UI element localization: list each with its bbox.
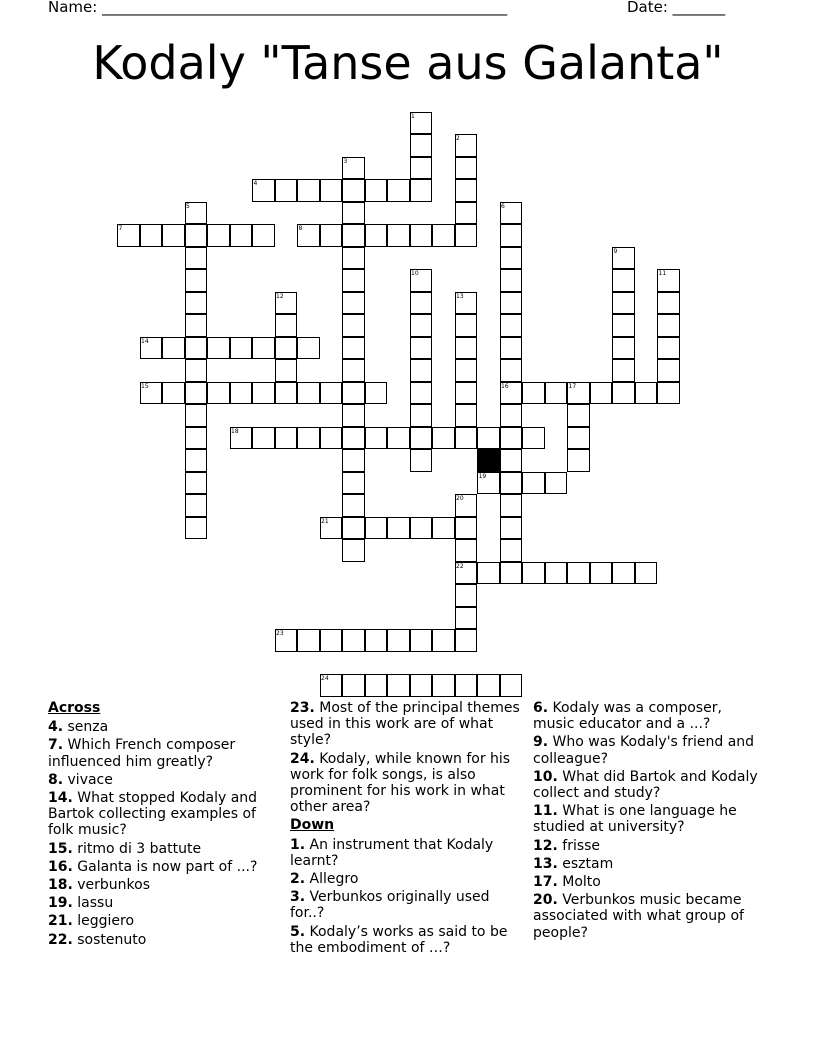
grid-cell[interactable] [657,292,680,315]
clue-text: Kodaly’s works as said to be the embodiment of …? [290,923,508,956]
grid-cell[interactable] [410,179,433,202]
clue-number: 12 [276,292,284,300]
grid-cell[interactable] [387,427,410,450]
grid-cell[interactable] [500,292,523,315]
grid-cell[interactable] [410,404,433,427]
clue-text: esztam [557,855,614,872]
grid-cell[interactable] [230,337,253,360]
clue-text: What is one language he studied at university? [533,803,737,836]
grid-cell[interactable] [410,337,433,360]
grid-cell[interactable] [477,674,500,697]
clue-number: 14 [141,337,149,345]
grid-cell[interactable] [567,404,590,427]
clue-item [533,856,758,872]
grid-cell[interactable] [342,269,365,292]
clue-number-label: 22. [48,931,73,948]
grid-cell[interactable] [500,337,523,360]
grid-cell[interactable] [387,179,410,202]
grid-cell[interactable] [455,382,478,405]
grid-cell[interactable] [455,179,478,202]
clue-number: 7 [118,225,123,232]
grid-cell[interactable] [500,314,523,337]
clue-text: ritmo di 3 battute [72,840,202,857]
grid-cell[interactable] [410,517,433,540]
name-field[interactable]: Name: ______________________________________________________ [48,0,508,16]
grid-cell[interactable] [432,674,455,697]
grid-cell[interactable] [275,314,298,337]
grid-cell[interactable] [432,517,455,540]
clue-number-label: 20. [533,892,558,909]
clue-number: 11 [658,270,667,277]
grid-cell[interactable] [477,427,500,450]
clue-item [533,769,758,801]
clue-item [48,790,273,839]
clue-number-label: 5. [290,923,306,940]
clue-number-label: 14. [48,790,73,807]
grid-cell[interactable] [342,517,365,540]
grid-cell[interactable] [365,427,388,450]
clue-text: Galanta is now part of ...? [72,858,258,875]
grid-cell[interactable] [612,292,635,315]
grid-cell[interactable] [252,382,275,405]
clue-item [290,889,522,921]
clue-number: 19 [478,472,487,480]
grid-cell[interactable] [230,224,253,247]
clue-item [533,838,758,854]
clue-item [48,877,273,893]
grid-cell[interactable] [140,224,163,247]
date-field[interactable]: Date: _______ [627,0,726,16]
clue-item [533,892,758,941]
grid-cell[interactable] [320,179,343,202]
clue-item [48,841,273,857]
grid-cell[interactable] [342,337,365,360]
clue-text: Verbunkos originally used for..? [290,889,490,922]
clue-item [533,700,758,732]
clue-number: 1 [411,112,415,120]
grid-cell[interactable] [342,404,365,427]
grid-cell[interactable] [342,494,365,517]
grid-cell[interactable] [275,382,298,405]
clue-column-1 [48,700,273,950]
grid-cell[interactable] [590,382,613,405]
grid-cell[interactable] [162,224,185,247]
clue-text: Kodaly, while known for his work for folk songs, is also prominent for his work in what other area? [290,750,511,816]
grid-cell[interactable] [252,224,275,247]
grid-cell[interactable] [545,472,568,495]
grid-cell[interactable] [455,157,478,180]
grid-cell[interactable] [387,629,410,652]
clue-number: 4 [253,180,258,187]
grid-cell[interactable] [410,382,433,405]
grid-cell[interactable] [185,269,208,292]
clue-text: Verbunkos music became associated with what group of people? [533,892,744,941]
grid-cell[interactable] [500,404,523,427]
clue-number: 24 [321,675,329,682]
grid-cell[interactable] [545,382,568,405]
grid-cell[interactable] [185,449,208,472]
grid-cell[interactable] [365,517,388,540]
grid-cell[interactable] [342,314,365,337]
clue-number: 5 [186,202,190,210]
grid-cell[interactable] [455,337,478,360]
grid-cell[interactable] [500,247,523,270]
grid-cell[interactable] [455,674,478,697]
grid-cell[interactable] [500,494,523,517]
clue-number: 16 [501,382,509,390]
clue-number-label: 15. [48,840,73,857]
grid-cell[interactable] [297,382,320,405]
grid-cell[interactable] [410,674,433,697]
page-title: Kodaly "Tanse aus Galanta" [92,36,724,90]
grid-cell[interactable] [455,629,478,652]
clue-item [48,737,273,769]
grid-cell[interactable] [365,179,388,202]
grid-cell[interactable] [387,224,410,247]
clue-number-label: 19. [48,895,73,912]
grid-cell[interactable] [455,607,478,630]
clue-number: 9 [613,247,618,255]
grid-cell[interactable] [342,247,365,270]
across-heading: Across [48,700,101,716]
clue-item [290,700,522,749]
grid-cell[interactable] [342,472,365,495]
grid-cell[interactable] [635,382,658,405]
grid-cell[interactable] [657,314,680,337]
grid-cell[interactable] [500,224,523,247]
grid-cell[interactable] [455,314,478,337]
grid-cell[interactable] [230,382,253,405]
clue-item [48,932,273,948]
grid-cell[interactable] [185,404,208,427]
grid-cell[interactable] [455,202,478,225]
grid-cell[interactable] [342,382,365,405]
clue-number: 17 [568,382,577,390]
clue-number: 2 [456,135,460,142]
grid-cell[interactable] [342,539,365,562]
clue-text: Who was Kodaly's friend and colleague? [533,734,755,767]
grid-cell[interactable] [320,382,343,405]
grid-cell[interactable] [410,134,433,157]
grid-cell[interactable] [297,629,320,652]
grid-cell[interactable] [342,427,365,450]
grid-cell[interactable] [275,359,298,382]
clue-number: 10 [411,270,419,277]
clue-number: 21 [321,517,329,525]
clue-text: Molto [557,874,601,891]
grid-cell[interactable] [612,314,635,337]
grid-cell[interactable] [185,314,208,337]
grid-cell[interactable] [342,359,365,382]
grid-cell[interactable] [500,427,523,450]
clue-item [290,837,522,869]
grid-cell[interactable] [275,337,298,360]
grid-cell[interactable] [365,224,388,247]
grid-cell[interactable] [410,449,433,472]
clue-number: 8 [298,225,303,232]
grid-cell[interactable] [207,224,230,247]
clue-item [533,874,758,890]
clue-number-label: 1. [290,836,306,853]
clue-column-3 [533,700,758,943]
grid-cell[interactable] [252,337,275,360]
clue-text: verbunkos [72,877,151,894]
clue-number-label: 10. [533,768,558,785]
clue-number-label: 16. [48,858,73,875]
grid-cell[interactable] [500,539,523,562]
grid-cell[interactable] [410,157,433,180]
clue-item [48,772,273,788]
grid-cell[interactable] [410,427,433,450]
grid-cell[interactable] [612,359,635,382]
grid-cell[interactable] [567,449,590,472]
grid-cell[interactable] [342,629,365,652]
grid-cell[interactable] [297,337,320,360]
grid-cell[interactable] [342,224,365,247]
clue-text: What did Bartok and Kodaly collect and study? [533,768,758,802]
grid-cell[interactable] [432,224,455,247]
grid-cell[interactable] [500,449,523,472]
clue-number-label: 4. [48,719,64,736]
clue-number-label: 7. [48,737,64,754]
grid-cell[interactable] [365,629,388,652]
grid-cell[interactable] [500,472,523,495]
grid-cell[interactable] [207,337,230,360]
grid-cell[interactable] [455,584,478,607]
grid-cell[interactable] [657,337,680,360]
clue-number-label: 2. [290,871,306,888]
clue-number-label: 11. [533,803,558,820]
clue-number-label: 17. [533,874,558,891]
clue-number-label: 21. [48,913,73,930]
grid-cell[interactable] [162,382,185,405]
clue-column-2 [290,700,522,958]
grid-cell[interactable] [657,359,680,382]
grid-cell[interactable] [342,179,365,202]
clue-text: sostenuto [72,931,147,948]
grid-cell[interactable] [185,494,208,517]
grid-cell[interactable] [590,562,613,585]
grid-cell[interactable] [500,562,523,585]
grid-cell[interactable] [522,427,545,450]
grid-cell[interactable] [185,337,208,360]
clue-number-label: 9. [533,734,549,751]
clue-number: 23 [276,630,284,637]
grid-cell[interactable] [185,472,208,495]
clue-item [533,734,758,766]
grid-cell[interactable] [500,269,523,292]
grid-cell[interactable] [275,427,298,450]
clue-text: An instrument that Kodaly learnt? [290,836,494,869]
grid-cell[interactable] [432,427,455,450]
grid-cell[interactable] [455,224,478,247]
grid-cell[interactable] [612,382,635,405]
grid-cell[interactable] [185,517,208,540]
clue-number: 6 [501,202,505,210]
grid-cell[interactable] [320,629,343,652]
clue-item [533,803,758,835]
clue-text: Allegro [305,871,359,888]
grid-cell[interactable] [162,337,185,360]
grid-cell[interactable] [567,562,590,585]
grid-cell[interactable] [185,359,208,382]
grid-cell[interactable] [185,382,208,405]
grid-cell[interactable] [365,382,388,405]
grid-cell[interactable] [455,427,478,450]
clue-item [290,924,522,956]
grid-cell[interactable] [410,292,433,315]
clue-text: What stopped Kodaly and Bartok collecting examples of folk music? [48,790,258,839]
grid-cell[interactable] [410,359,433,382]
grid-cell[interactable] [410,629,433,652]
grid-cell[interactable] [455,359,478,382]
clue-number: 22 [456,562,464,570]
clue-item [48,895,273,911]
grid-cell[interactable] [342,202,365,225]
clue-number: 20 [456,495,464,502]
grid-cell[interactable] [185,427,208,450]
clue-number: 13 [456,292,464,300]
clue-text: lassu [72,895,114,912]
clue-text: frisse [557,837,601,854]
clue-text: Which French composer influenced him greatly? [48,737,236,770]
grid-cell[interactable] [185,224,208,247]
grid-cell[interactable] [635,562,658,585]
grid-cell[interactable] [275,179,298,202]
clue-number-label: 24. [290,750,315,767]
clue-number: 18 [231,427,239,435]
grid-cell[interactable] [387,674,410,697]
grid-cell[interactable] [455,404,478,427]
grid-cell[interactable] [410,314,433,337]
clue-item [290,751,522,816]
grid-cell[interactable] [500,674,523,697]
grid-cell[interactable] [477,562,500,585]
grid-cell[interactable] [185,292,208,315]
clue-number-label: 3. [290,889,306,906]
clue-item [48,859,273,875]
clue-number: 15 [141,382,149,390]
grid-cell[interactable] [297,179,320,202]
grid-cell[interactable] [342,674,365,697]
clue-number: 3 [343,157,348,165]
clue-number-label: 13. [533,855,558,872]
grid-cell[interactable] [342,449,365,472]
clue-number-label: 8. [48,771,64,788]
grid-cell[interactable] [320,427,343,450]
grid-cell[interactable] [657,382,680,405]
grid-cell[interactable] [500,517,523,540]
grid-cell[interactable] [522,562,545,585]
grid-cell[interactable] [500,359,523,382]
grid-cell[interactable] [567,427,590,450]
clue-number-label: 23. [290,700,315,716]
grid-cell[interactable] [612,337,635,360]
clue-number-label: 18. [48,877,73,894]
clue-text: senza [63,719,109,736]
grid-cell[interactable] [612,269,635,292]
grid-cell[interactable] [455,517,478,540]
grid-cell[interactable] [185,247,208,270]
grid-cell[interactable] [522,382,545,405]
grid-cell[interactable] [612,562,635,585]
grid-cell[interactable] [207,382,230,405]
grid-cell[interactable] [455,539,478,562]
grid-cell[interactable] [365,674,388,697]
clue-item [48,913,273,929]
grid-cell[interactable] [252,427,275,450]
clue-item [48,719,273,735]
clue-text: Most of the principal themes used in this work are of what style? [290,700,520,749]
black-cell [477,449,500,472]
clue-number-label: 12. [533,837,558,854]
down-heading: Down [290,817,335,834]
clue-text: vivace [63,771,113,788]
clue-text: Kodaly was a composer, music educator and a ...? [533,700,722,733]
clue-item [290,871,522,887]
grid-cell[interactable] [410,224,433,247]
grid-cell[interactable] [522,472,545,495]
grid-cell[interactable] [342,292,365,315]
grid-cell[interactable] [320,224,343,247]
grid-cell[interactable] [545,562,568,585]
clue-text: leggiero [72,913,135,930]
grid-cell[interactable] [297,427,320,450]
grid-cell[interactable] [387,517,410,540]
clue-number-label: 6. [533,700,549,716]
grid-cell[interactable] [432,629,455,652]
